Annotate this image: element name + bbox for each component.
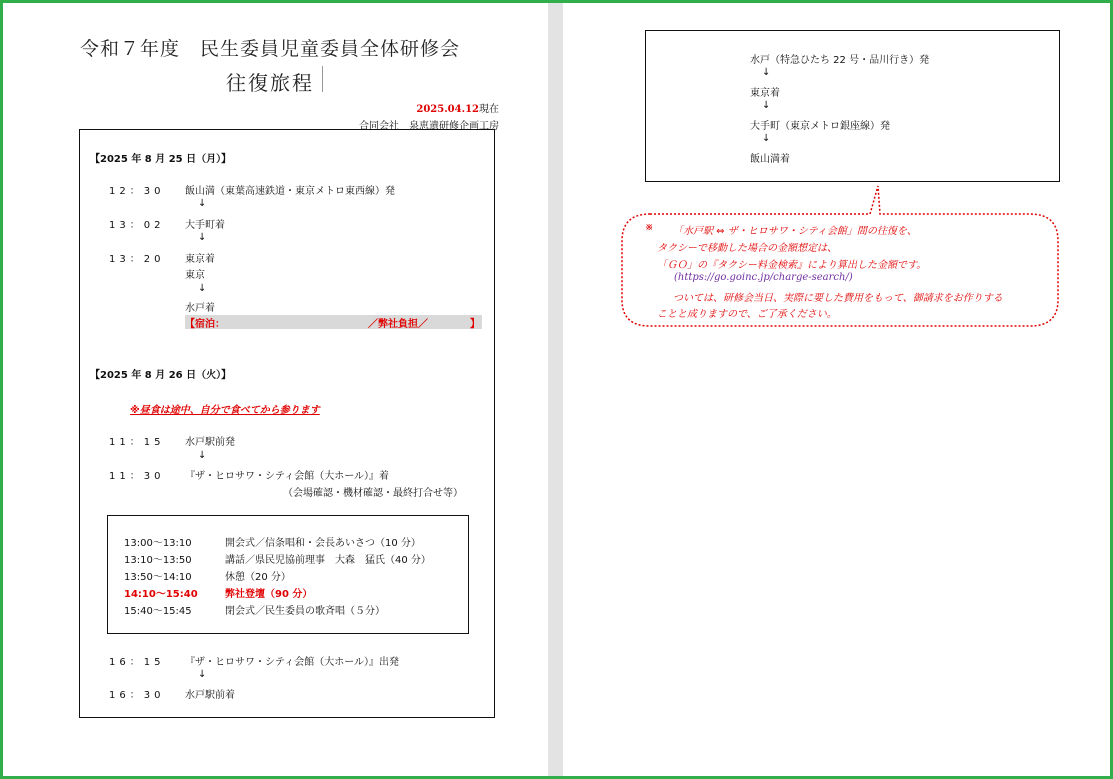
confirm-note: （会場確認・機材確認・最終打合せ等） xyxy=(283,488,463,499)
doc-subtitle: 往復旅程 xyxy=(226,71,314,95)
program-time: 13:10〜13:50 xyxy=(124,555,192,566)
arrow-icon: ↓ xyxy=(198,450,207,461)
program-item: 閉会式／民生委員の歌斉唱（５分） xyxy=(225,606,385,617)
arrow-icon: ↓ xyxy=(198,232,207,243)
program-item: 講話／県民児協前理事 大森 猛氏（40 分） xyxy=(225,555,431,566)
return-route-stop: 大手町（東京メトロ銀座線）発 xyxy=(750,121,890,132)
day1-stop-3: 東京着 xyxy=(185,254,215,265)
day1-time-3: 13：20 xyxy=(109,254,165,265)
day1-header: 【2025 年 8 月 25 日（月）】 xyxy=(90,154,232,165)
return-stop-2: 水戸駅前着 xyxy=(185,690,235,701)
lunch-note: ※昼食は途中、自分で食べてから参ります xyxy=(130,405,320,416)
callout-line: タクシーで移動した場合の金額想定は、 xyxy=(657,243,837,254)
company-name: 合同会社 泉恵遺研修企画工房 xyxy=(359,121,499,132)
day1-time-1: 12：30 xyxy=(109,186,165,197)
program-time: 15:40〜15:45 xyxy=(124,606,192,617)
return-route-stop: 飯山満着 xyxy=(750,154,790,165)
day1-stop-2: 大手町着 xyxy=(185,220,225,231)
program-time: 13:00〜13:10 xyxy=(124,538,192,549)
arrow-icon: ↓ xyxy=(198,198,207,209)
callout-line: ことと成りますので、ご了承ください。 xyxy=(657,309,837,320)
arrow-icon: ↓ xyxy=(762,133,771,144)
day1-stop-4: 東京 xyxy=(185,270,205,281)
callout-url: (https://go.goinc.jp/charge-search/) xyxy=(674,272,853,283)
return-time-1: 16：15 xyxy=(109,657,165,668)
callout-line: 「水戸駅 ⇔ ザ・ヒロサワ・シティ会館」間の往復を、 xyxy=(673,226,917,237)
arrow-icon: ↓ xyxy=(762,100,771,111)
arrow-icon: ↓ xyxy=(198,283,207,294)
callout-line: ついては、研修会当日、実際に要した費用をもって、御請求をお作りする xyxy=(673,293,1003,304)
day1-stop-1: 飯山満（東葉高速鉄道・東京メトロ東西線）発 xyxy=(185,186,395,197)
day2-stop-2: 『ザ・ヒロサワ・シティ会館（大ホール）』着 xyxy=(185,471,389,482)
return-time-2: 16：30 xyxy=(109,690,165,701)
return-stop-1: 『ザ・ヒロサワ・シティ会館（大ホール）』出発 xyxy=(185,657,399,668)
day1-stop-5: 水戸着 xyxy=(185,303,215,314)
callout-mark: ※ xyxy=(645,222,654,233)
arrow-icon: ↓ xyxy=(762,67,771,78)
return-route-stop: 東京着 xyxy=(750,88,780,99)
return-route-stop: 水戸（特急ひたち 22 号・品川行き）発 xyxy=(750,55,930,66)
program-time-highlight: 14:10〜15:40 xyxy=(124,589,198,600)
program-item: 休憩（20 分） xyxy=(225,572,291,583)
day2-stop-1: 水戸駅前発 xyxy=(185,437,235,448)
day2-time-2: 11：30 xyxy=(109,471,165,482)
doc-title: 令和７年度 民生委員児童委員全体研修会 xyxy=(80,38,461,60)
day1-time-2: 13：02 xyxy=(109,220,165,231)
as-of-date: 2025.04.12現在 xyxy=(416,104,499,115)
day2-header: 【2025 年 8 月 26 日（火）】 xyxy=(90,370,232,381)
program-item-highlight: 弊社登壇（90 分） xyxy=(225,589,313,600)
program-time: 13:50〜14:10 xyxy=(124,572,192,583)
arrow-icon: ↓ xyxy=(198,669,207,680)
program-item: 開会式／信条唱和・会長あいさつ（10 分） xyxy=(225,538,421,549)
day2-time-1: 11：15 xyxy=(109,437,165,448)
lodging-line: 【宿泊： ／弊社負担／ 】 xyxy=(185,315,482,329)
callout-line: 「ＧＯ」の『タクシー料金検索』により算出した金額です。 xyxy=(657,260,927,271)
